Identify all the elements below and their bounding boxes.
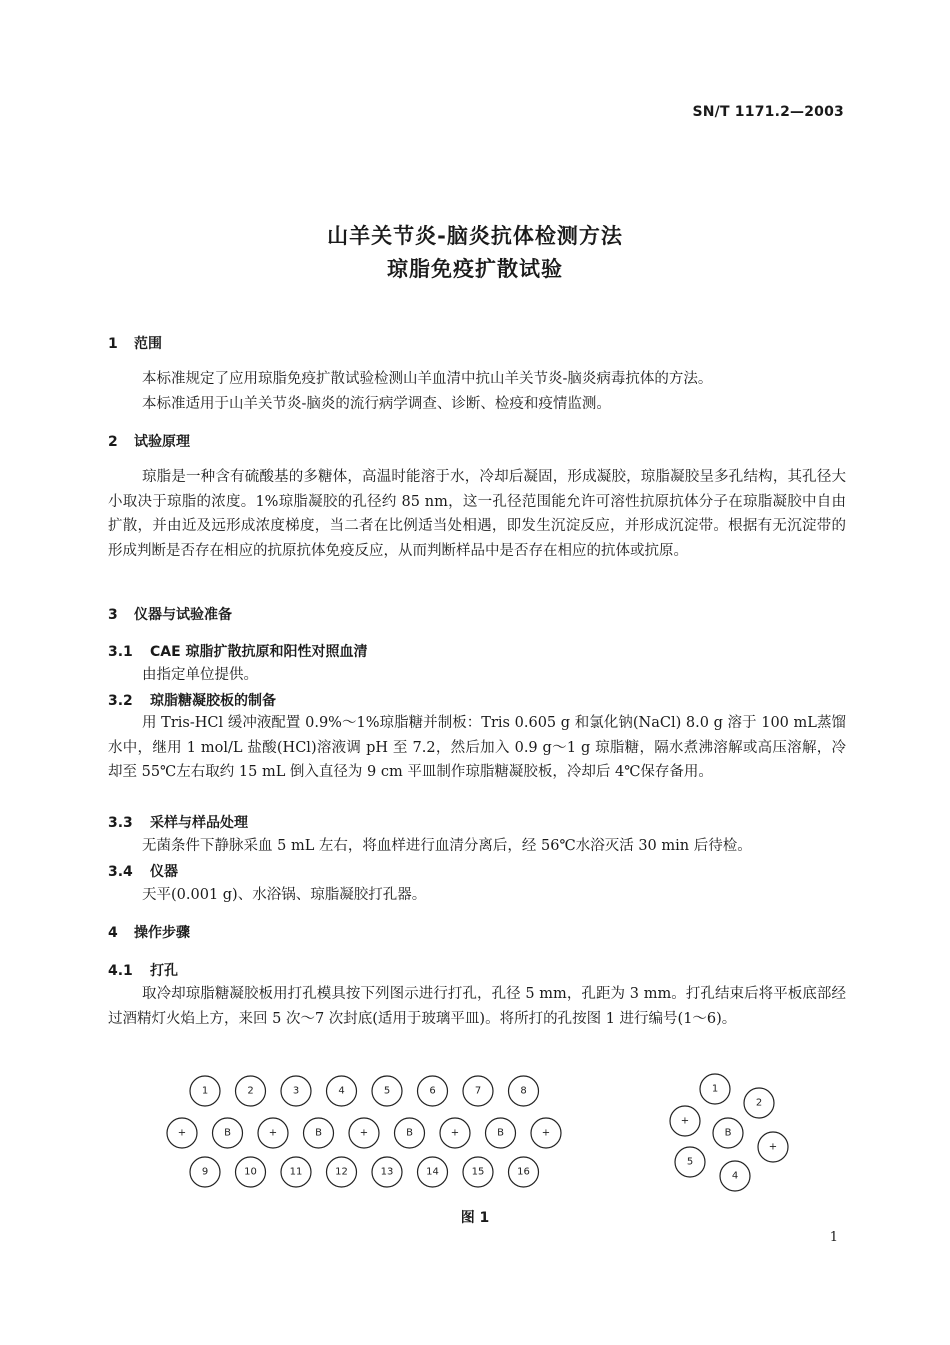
well-label: +: [268, 1127, 278, 1139]
well-sample: [486, 1118, 516, 1148]
well-bottom: [509, 1157, 539, 1187]
subsection-heading-3-1: [108, 641, 368, 661]
well-top: [418, 1076, 448, 1106]
well-positive: [440, 1118, 470, 1148]
well-positive: [167, 1118, 197, 1148]
document-title: 山羊关节炎-脑炎抗体检测方法: [327, 224, 623, 248]
subsection-heading-4-1: [108, 960, 178, 980]
well-label: 2: [247, 1085, 254, 1097]
figure-1: [0, 1065, 950, 1205]
rosette-well: [670, 1106, 700, 1136]
subsection-heading-3-4: [108, 861, 178, 881]
well-top: [190, 1076, 220, 1106]
paragraph: 天平(0.001 g)、水浴锅、琼脂凝胶打孔器。: [142, 887, 427, 903]
section-title: 仪器与试验准备: [134, 607, 232, 623]
well-layout-diagram: [0, 1065, 950, 1205]
well-label: 11: [289, 1166, 303, 1178]
document-subtitle: 琼脂免疫扩散试验: [387, 257, 563, 281]
well-label: +: [680, 1115, 690, 1127]
section-number: 3: [108, 607, 118, 623]
section-heading-3: [108, 604, 232, 624]
well-positive: [258, 1118, 288, 1148]
rosette-well: [720, 1161, 750, 1191]
well-label: 1: [201, 1085, 209, 1097]
well-label: +: [177, 1127, 187, 1139]
well-sample: [304, 1118, 334, 1148]
well-label: B: [497, 1127, 504, 1139]
rosette-well: [675, 1147, 705, 1177]
well-label: +: [768, 1141, 778, 1153]
well-label: B: [224, 1127, 231, 1139]
well-top: [281, 1076, 311, 1106]
well-bottom: [327, 1157, 357, 1187]
well-label: 1: [711, 1083, 719, 1095]
section-title: 仪器: [150, 864, 178, 880]
well-label: B: [724, 1127, 732, 1139]
figure-caption: 图 1: [460, 1210, 490, 1226]
section-number: 4: [108, 925, 118, 941]
well-bottom: [372, 1157, 402, 1187]
section-title: 试验原理: [134, 434, 190, 450]
section-title: 打孔: [150, 963, 178, 979]
well-bottom: [236, 1157, 266, 1187]
section-number: 2: [108, 434, 118, 450]
section-title: 操作步骤: [134, 925, 190, 941]
rosette-well: [700, 1074, 730, 1104]
well-label: 14: [426, 1166, 439, 1178]
well-sample: [213, 1118, 243, 1148]
well-top: [463, 1076, 493, 1106]
section-number: 3.4: [108, 864, 133, 880]
well-label: 2: [755, 1097, 763, 1109]
well-label: 3: [292, 1085, 300, 1097]
well-label: 8: [520, 1085, 527, 1097]
section-number: 1: [108, 336, 118, 352]
section-heading-4: [108, 922, 190, 942]
section-number: 4.1: [108, 963, 133, 979]
page-number: 1: [829, 1230, 838, 1245]
subsection-heading-3-3: [108, 812, 248, 832]
section-title: CAE 琼脂扩散抗原和阳性对照血清: [150, 644, 368, 660]
well-label: 15: [471, 1166, 485, 1178]
section-title: 采样与样品处理: [150, 815, 248, 831]
well-label: 4: [731, 1170, 739, 1182]
well-bottom: [190, 1157, 220, 1187]
section-number: 3.1: [108, 644, 133, 660]
well-label: B: [406, 1127, 413, 1139]
well-label: 5: [686, 1156, 694, 1168]
rosette-well: [758, 1132, 788, 1162]
well-sample: [395, 1118, 425, 1148]
rosette-center-well: [713, 1118, 743, 1148]
section-title: 琼脂糖凝胶板的制备: [150, 693, 276, 709]
well-label: 16: [517, 1166, 530, 1178]
well-bottom: [418, 1157, 448, 1187]
standard-code: SN/T 1171.2—2003: [692, 104, 844, 120]
well-label: 12: [335, 1166, 348, 1178]
rosette-well: [744, 1088, 774, 1118]
well-top: [509, 1076, 539, 1106]
well-positive: [349, 1118, 379, 1148]
well-label: 6: [429, 1085, 436, 1097]
well-label: 7: [474, 1085, 482, 1097]
paragraph: 由指定单位提供。: [142, 667, 258, 683]
well-label: +: [450, 1127, 460, 1139]
section-number: 3.2: [108, 693, 133, 709]
section-heading-2: [108, 431, 190, 451]
well-bottom: [281, 1157, 311, 1187]
well-bottom: [463, 1157, 493, 1187]
well-positive: [531, 1118, 561, 1148]
well-label: 4: [338, 1085, 345, 1097]
well-top: [236, 1076, 266, 1106]
well-label: +: [541, 1127, 551, 1139]
paragraph: 用 Tris-HCl 缓冲液配置 0.9%～1%琼脂糖并制板：Tris 0.605 g 和氯化钠(NaCl) 8.0 g 溶于 100 mL蒸馏水中，继用 1 mol/L 盐酸(HCl)溶液调 pH 至 7.2，然后加入 0.9 g～1 g 琼脂糖，隔水煮沸溶解或高压溶解，冷却至 55℃左右取约 15 mL 倒入直径为 9 cm 平皿制作琼脂糖凝胶板，冷却后 4℃保存备用。: [108, 715, 846, 780]
well-label: +: [359, 1127, 369, 1139]
paragraph: 无菌条件下静脉采血 5 mL 左右，将血样进行血清分离后，经 56℃水浴灭活 30 min 后待检。: [142, 838, 752, 854]
section-title: 范围: [134, 336, 162, 352]
subsection-heading-3-2: [108, 690, 276, 710]
paragraph: 本标准规定了应用琼脂免疫扩散试验检测山羊血清中抗山羊关节炎-脑炎病毒抗体的方法。: [142, 371, 713, 387]
well-top: [372, 1076, 402, 1106]
well-top: [327, 1076, 357, 1106]
well-label: 5: [383, 1085, 391, 1097]
well-label: 9: [201, 1166, 209, 1178]
paragraph: 本标准适用于山羊关节炎-脑炎的流行病学调查、诊断、检疫和疫情监测。: [142, 396, 611, 412]
paragraph: 取冷却琼脂糖凝胶板用打孔模具按下列图示进行打孔，孔径 5 mm，孔距为 3 mm。打孔结束后将平板底部经过酒精灯火焰上方，来回 5 次～7 次封底(适用于玻璃平皿)。将所打的孔按图 1 进行编号(1～6)。: [108, 986, 846, 1027]
paragraph: 琼脂是一种含有硫酸基的多糖体，高温时能溶于水，冷却后凝固，形成凝胶，琼脂凝胶呈多孔结构，其孔径大小取决于琼脂的浓度。1%琼脂凝胶的孔径约 85 nm，这一孔径范围能允许可溶性抗原抗体分子在琼脂凝胶中自由扩散，并由近及远形成浓度梯度，当二者在比例适当处相遇，即发生沉淀反应，并形成沉淀带。根据有无沉淀带的形成判断是否存在相应的抗原抗体免疫反应，从而判断样品中是否存在相应的抗体或抗原。: [108, 469, 846, 559]
section-number: 3.3: [108, 815, 133, 831]
well-label: 13: [380, 1166, 394, 1178]
well-label: B: [315, 1127, 322, 1139]
section-heading-1: [108, 333, 162, 353]
well-label: 10: [244, 1166, 257, 1178]
